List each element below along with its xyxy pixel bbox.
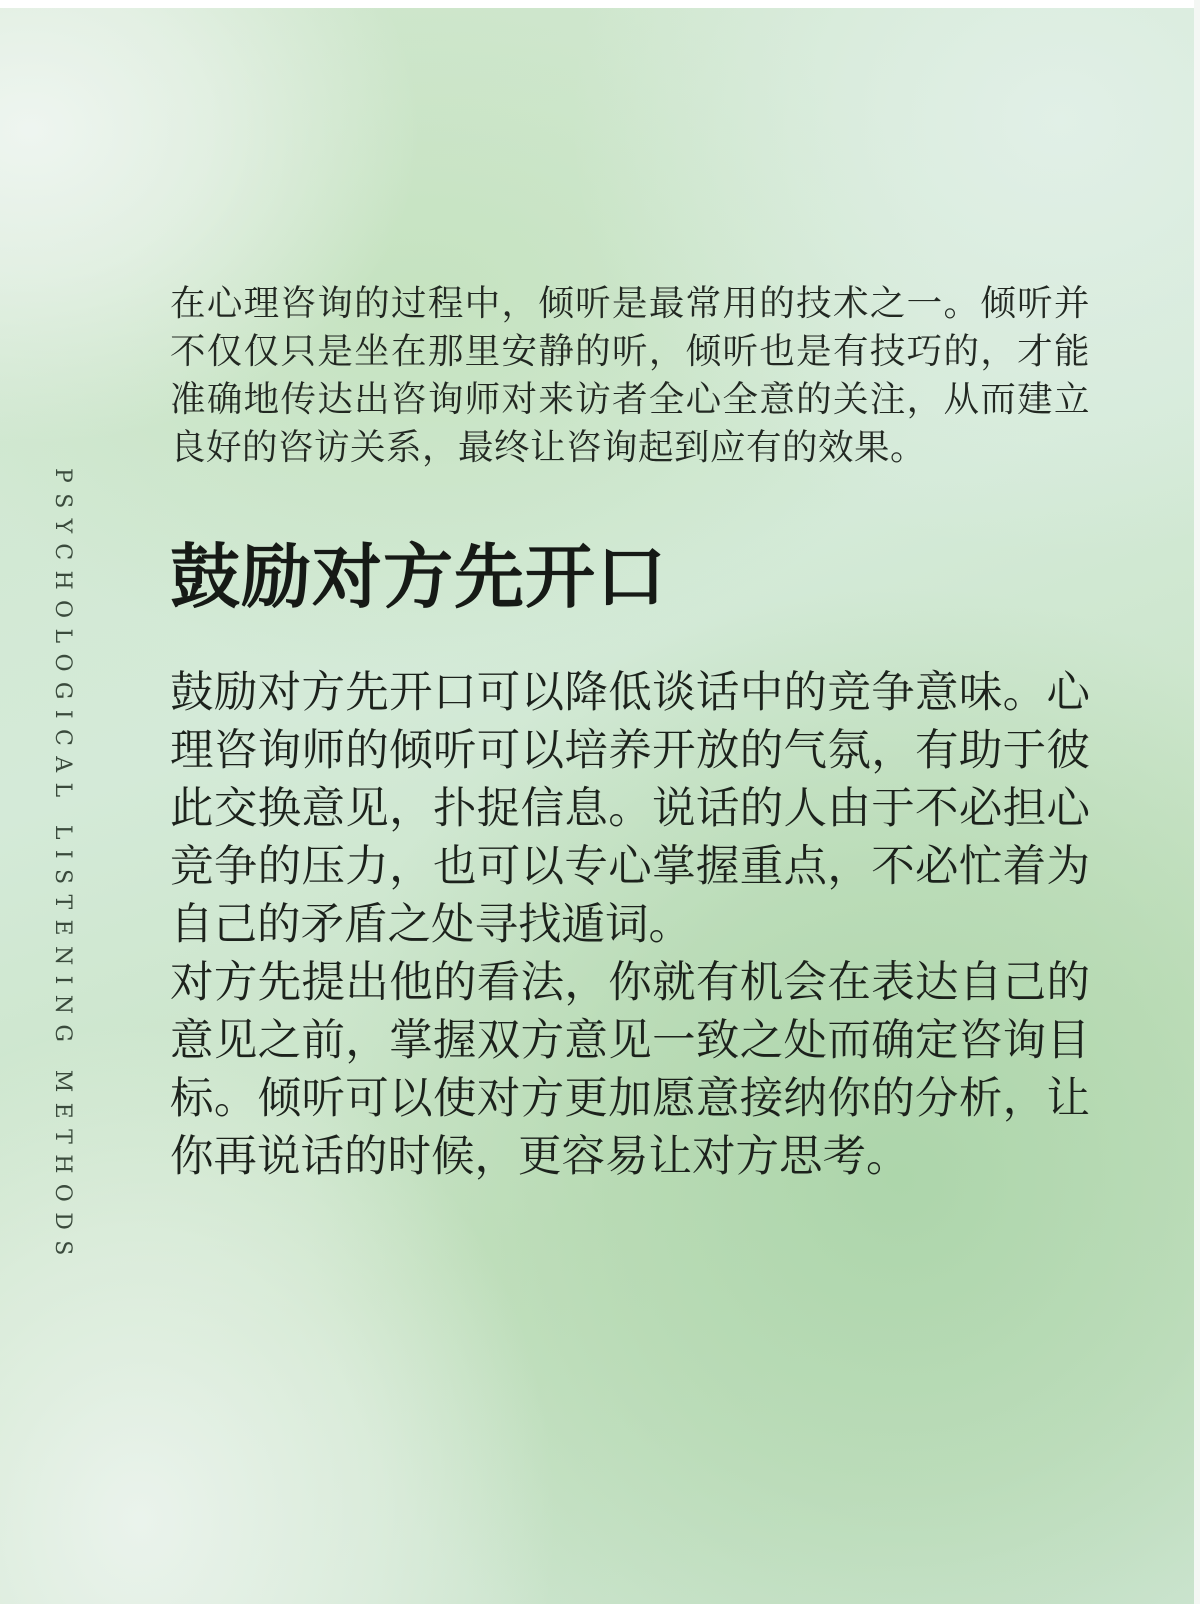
section-body <box>170 664 1090 1186</box>
body-paragraph-1: 鼓励对方先开口可以降低谈话中的竞争意味。心理咨询师的倾听可以培养开放的气氛，有助于彼此交换意见，扑捉信息。说话的人由于不必担心竞争的压力，也可以专心掌握重点，不必忙着为自己的矛盾之处寻找遁词。 <box>170 668 1090 950</box>
side-vertical-label: PSYCHOLOGICAL LISTENING METHODS <box>50 468 75 1266</box>
intro-paragraph: 在心理咨询的过程中，倾听是最常用的技术之一。倾听并不仅仅只是坐在那里安静的听，倾听也是有技巧的，才能准确地传达出咨询师对来访者全心全意的关注，从而建立良好的咨访关系，最终让咨询起到应有的效果。 <box>170 283 1090 468</box>
article-content <box>170 280 1090 1186</box>
body-paragraph-2: 对方先提出他的看法，你就有机会在表达自己的意见之前，掌握双方意见一致之处而确定咨询目标。倾听可以使对方更加愿意接纳你的分析，让你再说话的时候，更容易让对方思考。 <box>170 958 1090 1182</box>
section-heading: 鼓励对方先开口 <box>170 535 667 618</box>
top-border <box>0 0 1200 8</box>
right-border <box>1194 0 1200 1604</box>
